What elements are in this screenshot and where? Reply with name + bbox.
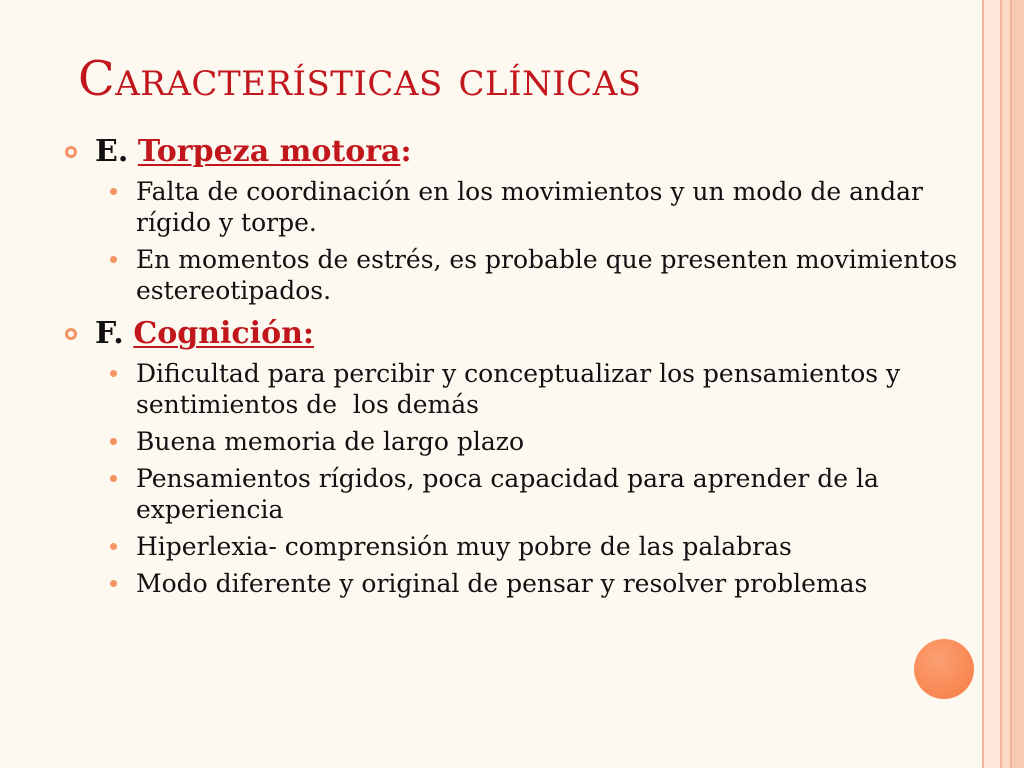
dot-bullet-icon bbox=[110, 543, 117, 550]
dot-bullet-icon bbox=[110, 580, 117, 587]
list-item bbox=[0, 358, 978, 420]
orange-circle-icon bbox=[914, 639, 974, 699]
list-item bbox=[0, 176, 978, 238]
list-item bbox=[0, 568, 978, 599]
dot-bullet-icon bbox=[110, 475, 117, 482]
section-title: Torpeza motora bbox=[137, 134, 401, 169]
list-item-text: Pensamientos rígidos, poca capacidad para aprender de la experiencia bbox=[136, 464, 887, 524]
list-item bbox=[0, 244, 978, 306]
list-item-text: Dificultad para percibir y conceptualizar los pensamientos y sentimientos de los demás bbox=[136, 359, 909, 419]
dot-bullet-icon bbox=[110, 256, 117, 263]
section-heading bbox=[0, 316, 1024, 352]
list-item bbox=[0, 426, 978, 457]
section-letter: F. bbox=[95, 316, 124, 351]
list-item-text: En momentos de estrés, es probable que presenten movimientos estereotipados. bbox=[136, 245, 966, 305]
slide-title: Características clínicas bbox=[78, 51, 642, 107]
dot-bullet-icon bbox=[110, 188, 117, 195]
list-item-text: Hiperlexia- comprensión muy pobre de las palabras bbox=[136, 532, 792, 561]
dot-bullet-icon bbox=[110, 370, 117, 377]
bullet-list bbox=[0, 358, 1024, 599]
list-item-text: Buena memoria de largo plazo bbox=[136, 427, 525, 456]
section-cognicion bbox=[0, 316, 1024, 599]
list-item bbox=[0, 463, 978, 525]
list-item-text: Modo diferente y original de pensar y resolver problemas bbox=[136, 569, 868, 598]
ring-bullet-icon bbox=[65, 146, 77, 158]
slide-body bbox=[0, 134, 1024, 599]
ring-bullet-icon bbox=[65, 328, 77, 340]
list-item-text: Falta de coordinación en los movimientos y un modo de andar rígido y torpe. bbox=[136, 177, 931, 237]
bullet-list bbox=[0, 176, 1024, 306]
section-colon: : bbox=[400, 134, 412, 169]
dot-bullet-icon bbox=[110, 438, 117, 445]
section-letter: E. bbox=[95, 134, 129, 169]
list-item bbox=[0, 531, 978, 562]
section-torpeza-motora bbox=[0, 134, 1024, 306]
section-title: Cognición: bbox=[133, 316, 314, 351]
section-heading bbox=[0, 134, 1024, 170]
